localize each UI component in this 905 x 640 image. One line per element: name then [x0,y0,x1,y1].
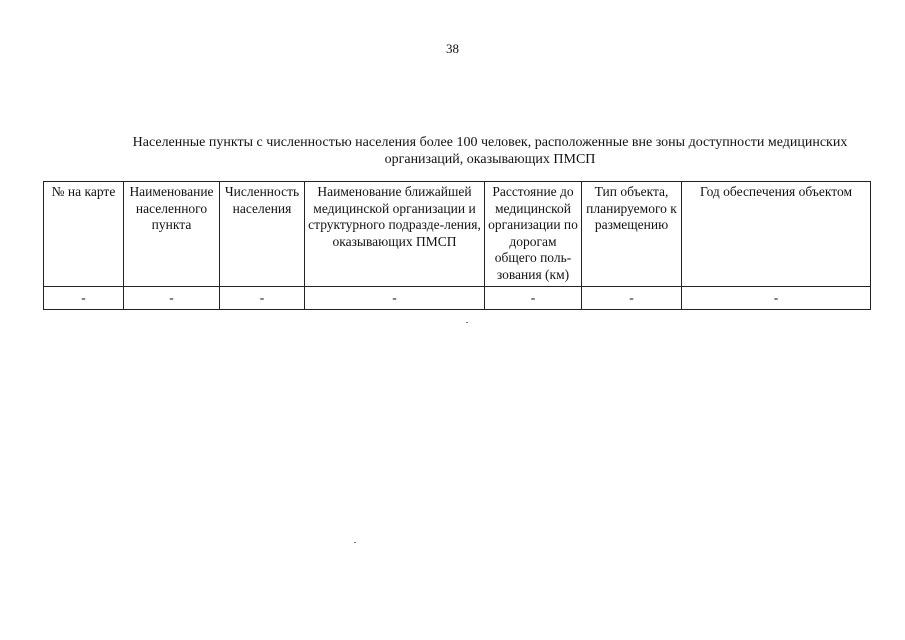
header-settlement-name: Наименование населенного пункта [124,182,220,287]
table-cell: - [582,287,682,310]
page-number: 38 [446,41,459,56]
header-row [44,182,871,287]
table-title [100,134,880,168]
header-object-type: Тип объекта, планируемого к размещению [582,182,682,287]
table-cell: - [682,287,871,310]
header-map-number: № на карте [44,182,124,287]
table-row [44,287,871,310]
header-year: Год обеспечения объектом [682,182,871,287]
settlements-table [43,181,871,310]
header-population: Численность населения [220,182,305,287]
header-distance: Расстояние до медицинской организации по дорогам общего поль-зования (км) [485,182,582,287]
table-cell: - [44,287,124,310]
title-line-1: Населенные пункты с численностью населения более 100 человек, расположенные вне зоны доступности медицинских [132,135,848,150]
table-cell: - [220,287,305,310]
table-cell: - [305,287,485,310]
title-line-2: организаций, оказывающих ПМСП [384,152,596,167]
header-nearest-medical-org: Наименование ближайшей медицинской организации и структурного подразде-ления, оказывающих ПМСП [305,182,485,287]
table-cell: - [485,287,582,310]
table-cell: - [124,287,220,310]
scan-speck [354,542,356,543]
scan-speck [466,322,468,323]
